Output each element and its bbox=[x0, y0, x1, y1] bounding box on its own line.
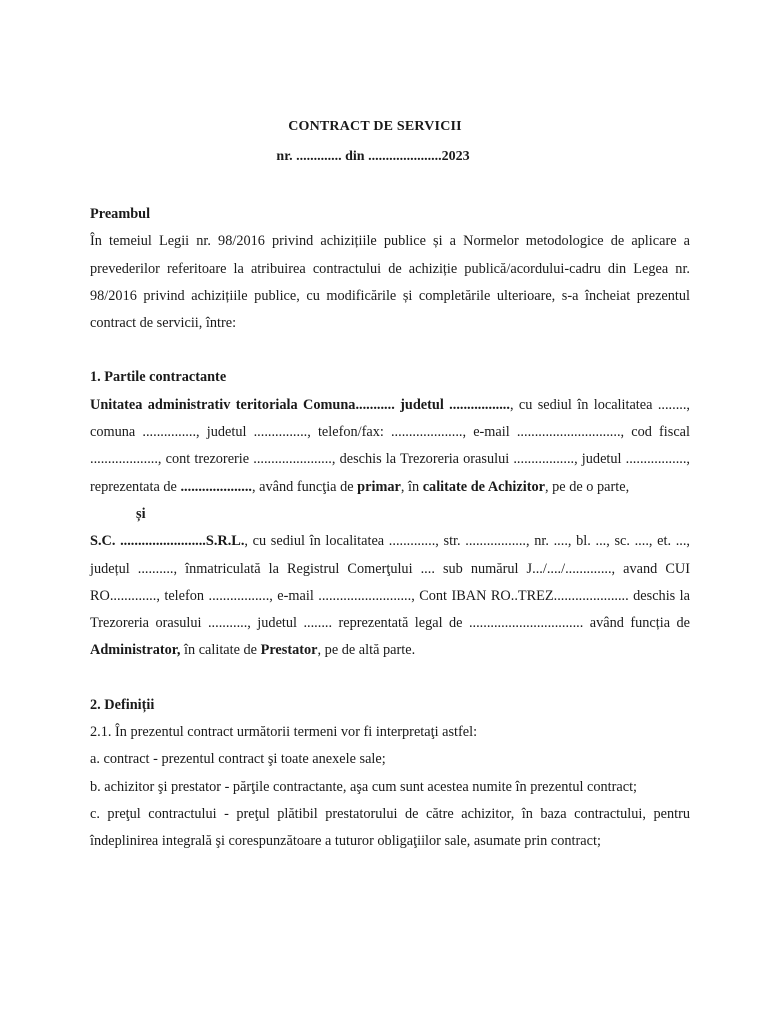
definitii-item: b. achizitor şi prestator - părţile contractante, aşa cum sunt acestea numite în prezentul contract; bbox=[90, 778, 638, 795]
definitii-item: c. preţul contractului - preţul plătibil prestatorului de către achizitor, în baza contractului, pentru îndeplinirea integrală şi corespunzătoare a tuturor obligaţiilor sale, asumate prin contract; bbox=[90, 805, 690, 850]
achizitor-representative: .................... bbox=[180, 478, 252, 495]
preambul-text: În temeiul Legii nr. 98/2016 privind achizițiile publice și a Normelor metodologice de aplicare a prevederilor referitoare la atribuirea contractului de achiziție publică/acordului-cadru din Legea nr. 98/2016 privind achizițiile publice, cu modificările și completările ulterioare, s-a încheiat prezentul contract de servicii, între: bbox=[90, 233, 690, 332]
definitii-heading: 2. Definiții bbox=[90, 696, 155, 713]
prestator-name: S.C. ........................S.R.L. bbox=[90, 533, 245, 550]
si-conjunction: și bbox=[136, 505, 146, 522]
achizitor-role: primar bbox=[357, 478, 401, 495]
achizitor-quality: calitate de Achizitor bbox=[422, 478, 545, 495]
document-body bbox=[90, 201, 690, 856]
spacer bbox=[90, 337, 690, 364]
achizitor-details: , cu sediul în localitatea ........, comuna ..............., judetul ..............., telefon/fax: ...................., e-mail ............................., cod fiscal ..................., cont trezorerie ......................, deschis la Trezoreria orasului ................., judetul ................., reprezentata de bbox=[90, 396, 690, 495]
spacer bbox=[90, 665, 690, 692]
prestator-paragraph bbox=[90, 528, 690, 664]
achizitor-paragraph bbox=[90, 392, 690, 501]
preambul-heading: Preambul bbox=[90, 206, 151, 222]
document-number-date: nr. ............. din .....................2023 bbox=[276, 149, 470, 164]
definitii-item: a. contract - prezentul contract şi toate anexele sale; bbox=[90, 751, 386, 768]
prestator-text-calitate: în calitate de bbox=[180, 642, 261, 659]
parti-heading: 1. Partile contractante bbox=[90, 369, 227, 386]
document-title: CONTRACT DE SERVICII bbox=[288, 119, 462, 134]
achizitor-name: Unitatea administrativ teritoriala Comuna........... bbox=[90, 396, 395, 413]
achizitor-text-end: , pe de o parte, bbox=[544, 478, 630, 495]
achizitor-judet: judetul ................. bbox=[400, 396, 510, 413]
achizitor-text-functia: , având funcţia de bbox=[251, 478, 358, 495]
prestator-text-end: , pe de altă parte. bbox=[317, 642, 416, 659]
definitii-intro: 2.1. În prezentul contract următorii termeni vor fi interpretaţi astfel: bbox=[90, 724, 478, 741]
prestator-details: , cu sediul în localitatea ............., str. ................., nr. ...., bl. ..., sc. ...., et. ..., județul .........., înmatriculată la Registrul Comerţului .... sub numărul J.../..../............., avand CUI RO............., telefon ................., e-mail .........................., Cont IBAN RO..TREZ..................... deschis la Trezoreria orasului ..........., judetul ........ reprezentată legal de ................................ având funcția de bbox=[90, 533, 690, 632]
prestator-quality: Prestator bbox=[260, 642, 318, 659]
prestator-role: Administrator, bbox=[90, 642, 181, 659]
achizitor-text-in: , în bbox=[400, 478, 423, 495]
